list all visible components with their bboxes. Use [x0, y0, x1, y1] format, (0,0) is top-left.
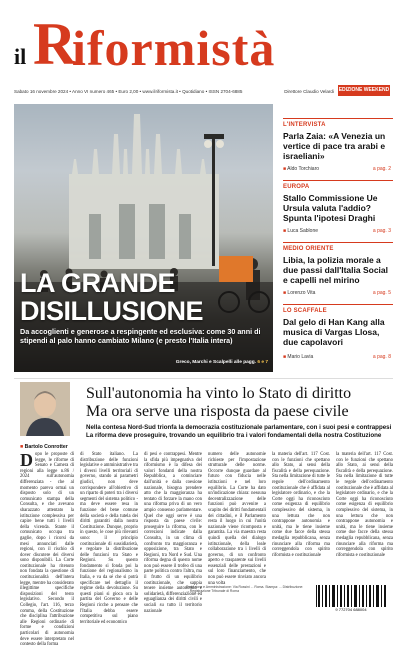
- body-column-5: la materia dell'art. 117 Cost. con le funzioni che spettano allo Stato, ai sensi della fiscalità e della perequazione. Sta nella limitazione di tutte le regole dell'ordinamento costituzionale che è affidata al legislatore ordinario, e che la Corte oggi ha riconosciuto come esigenza di equilibrio complessivo del sistema, in una lettura che non contrappone autonomia e unità, ma le tiene insieme come due facce della stessa medaglia repubblicana, senza rinunciare alla riforma ma correggendola con spirito riformista e costituzionale: [272, 452, 330, 558]
- bullet-icon: ■: [283, 354, 288, 360]
- hero-credit: [176, 360, 268, 365]
- page-ref: a pag. 5: [372, 290, 391, 296]
- lead-headline[interactable]: [86, 385, 393, 421]
- body-column-3: di pesi e contrappesi. Mentre la sfida più impegnativa del riformismo è la difesa dei valori fondanti della nostra Repubblica, a cominciare dall'unità e dalla coesione nazionale, bisogna prendere atto che la maggioranza ha tentato di forzare la mano con una riforma priva di un vero ampio consenso parlamentare. Quel che oggi serve è una risposta da paese civile: proseguire la riforma, con le correzioni indicate dalla Consulta, in un clima di confronto tra maggioranza e opposizione, tra Stato e Regioni, tra Nord e Sud. Una riforma degna di questo nome non può essere il trofeo di una parte politica contro l'altra, ma il frutto di un equilibrio costituzionale, che sappia tenere insieme autonomia e solidarietà, differenziazione ed eguaglianza dei diritti civili e sociali su tutto il territorio nazionale: [144, 452, 202, 614]
- bullet-icon: ■: [283, 166, 288, 172]
- bullet-icon: ■: [283, 290, 288, 296]
- barcode-icon: [312, 585, 390, 607]
- masthead-logo: iformistà: [72, 20, 276, 76]
- sidebar-story-bookshelf[interactable]: [283, 304, 393, 347]
- bullet-icon: ■: [283, 228, 288, 234]
- director-credit: Direttore Claudio Velardi: [284, 89, 334, 94]
- story-title: Parla Zaia: «A Venezia un vertice di pace tra arabi e israeliani»: [283, 131, 386, 161]
- section-label: EUROPA: [283, 184, 310, 190]
- story-byline: [283, 354, 393, 360]
- imprint: Redazione e Amministrazione: Via Rossini ... Roma. Stampa: ... Distribuzione: ... Registrazione Tribunale di Roma: [186, 585, 304, 593]
- story-byline: [283, 290, 393, 296]
- page-ref: a pag. 8: [372, 354, 391, 360]
- sidebar-story-europe[interactable]: [283, 180, 393, 223]
- issue-info: Sabato 16 novembre 2024 • Anno VI numero 465 • Euro 2,00 • www.ilriformista.it • Quotidiano • ISSN 2704-6885: [14, 89, 243, 94]
- masthead: [0, 0, 400, 100]
- lead-headline-line2: Ma ora serve una risposta da paese civile: [86, 403, 349, 420]
- page-ref: a pag. 3: [372, 228, 391, 234]
- bullet-icon: ■: [20, 444, 25, 450]
- hero-photo[interactable]: [14, 104, 273, 372]
- lead-deck: Nella contesa Nord-Sud trionfa la democrazia costituzionale parlamentare, con i suoi pesi e contrappesi La riforma deve proseguire, trovando un equilibrio tra i valori fondamentali della nostra Costituzione: [86, 424, 392, 439]
- story-title: Libia, la polizia morale a due passi dall'Italia Social e capelli nel mirino: [283, 255, 389, 285]
- body-text: opo le proposte di legge, le riforme di Senato e Camera di regioni alla legge n.86 / 2024 sull'autonomia differenziata - che al momento pareva ormai un disposto solo di un comunicato stampa della Consulta, e che avevano sbarazzato attentato la istituzione complessiva per capire bene tutti i livelli della vicenda. Stante il comunicato occupa tra gaglie, dopo i ricorsi da mesi annunciati dalle regioni, con il rischio di dover discutere dei diversi sono disponibili. La Corte costituzionale ha ritenuto non fondata la questione di costituzionalità dell'intera legge, mentre ha considerato illegittime specifiche disposizioni del testo legislativo. Secondo il Collegio, l'art. 116, terzo comma, della Costituzione che disciplina l'attribuzione alle Regioni ordinarie di forme e condizioni particolari di autonomia deve essere interpretato nel contesto della forma: [20, 452, 74, 648]
- portrait-illustration: [20, 382, 70, 436]
- hero-title: [20, 269, 270, 325]
- sidebar-story-interview[interactable]: [283, 118, 393, 161]
- lead-headline-line1: Sull'autonomia ha vinto lo Stato di diritto: [86, 385, 352, 402]
- section-label: L'INTERVISTA: [283, 122, 326, 128]
- story-byline: [283, 228, 393, 234]
- story-title: Stallo Commissione Ue Ursula valuta l'addio? Spunta l'ipotesi Draghi: [283, 193, 378, 223]
- body-column-6: la materia dell'art. 117 Cost. con le funzioni che spettano allo Stato, ai sensi della fiscalità e della perequazione. Sta nella limitazione di tutte le regole dell'ordinamento costituzionale che è affidata al legislatore ordinario, e che la Corte oggi ha riconosciuto come esigenza di equilibrio complessivo del sistema, in una lettura che non contrappone autonomia e unità, ma le tiene insieme come due facce della stessa medaglia repubblicana, senza rinunciare alla riforma ma correggendola con spirito riformista e costituzionale: [336, 452, 393, 558]
- body-column-2: di Stato italiano. La distribuzione delle funzioni legislative e amministrative tra i diversi livelli territoriali di governo, stando ai parametri giudici, non deve corrispondere all'obiettivo di un riparto di poteri tra i diversi segmenti del sistema politico - ma deve essere resa in funzione del bene comune della società e della tutela dei diritti garantiti dalla nostra Costituzione. Dunque, proprio in questo, le cose più rilevanti sono: il principio costituzionale di sussidiarietà, e regolare la distribuzione delle funzioni tra Stato e Regioni. Su questo fondamento si fonda poi la funzione del regionalismo in Italia, e va da sé che si potrà specificare nel dettaglio il regime della devoluzione. Su questi piani si gioca ora la partita del Governo e delle Regioni ricche a pensare che l'Italia debba essere competitiva sul piano territoriale ed economico: [80, 452, 138, 625]
- page-ref: a pag. 2: [372, 166, 391, 172]
- hero-credit-pages: 6 e 7: [257, 360, 268, 365]
- sidebar-story-middle-east[interactable]: [283, 242, 393, 285]
- body-column-1: [20, 450, 74, 648]
- hero-title-line1: LA GRANDE: [20, 268, 175, 298]
- masthead-prefix: il: [14, 44, 27, 69]
- author-portrait: [20, 382, 70, 436]
- byline-author: Aldo Torchiaro: [287, 166, 320, 172]
- story-byline: [283, 166, 393, 172]
- section-divider: [14, 378, 393, 379]
- section-label: MEDIO ORIENTE: [283, 246, 334, 252]
- barcode-number: 9 772704 688004: [335, 607, 367, 612]
- issue-info-line: [14, 89, 392, 94]
- section-label: LO SCAFFALE: [283, 308, 327, 314]
- byline-author: Luca Sablone: [287, 228, 319, 234]
- byline-author: Lorenzo Vita: [287, 290, 316, 296]
- edition-badge: EDIZIONE WEEKEND: [338, 85, 390, 96]
- hero-credit-text: Greco, Marchi e Scalpelli alle pagg.: [175, 360, 256, 365]
- barcode: [312, 585, 390, 613]
- sidebar: [283, 104, 393, 372]
- byline-author: Mario Lavia: [287, 354, 314, 360]
- story-title: Dal gelo di Han Kang alla musica di Vargas Llosa, due capolavori: [283, 317, 385, 347]
- body-column-4: numero delle autonomie richieste per l'impostazione strutturale delle norme. Occorre dunque guardare al futuro con fiducia nelle istituzioni e nel loro equilibrio. La Corte ha dato un'indicazione chiara: nessuna decentralizzazione delle funzioni può avvenire a scapito dei diritti fondamentali dei cittadini, e il Parlamento resta il luogo in cui l'unità nazionale viene ricomposta e garantita. La via maestra resta quindi quella del dialogo istituzionale, della leale collaborazione tra i livelli di governo, di un confronto aperto e trasparente sui livelli essenziali delle prestazioni e sul loro finanziamento, che non può essere rinviato ancora una volta: [208, 452, 266, 586]
- drop-cap: D: [20, 450, 33, 470]
- lead-author: Bartolo Conrotter: [24, 444, 68, 450]
- masthead-logo-initial: R: [33, 11, 77, 77]
- hero-subtitle: Da accoglienti e generose a respingente ed esclusiva: come 30 anni di stipendi al palo hanno cambiato Milano (e presto l'Italia intera): [20, 327, 261, 345]
- hero-title-line2: DISILLUSIONE: [20, 296, 204, 326]
